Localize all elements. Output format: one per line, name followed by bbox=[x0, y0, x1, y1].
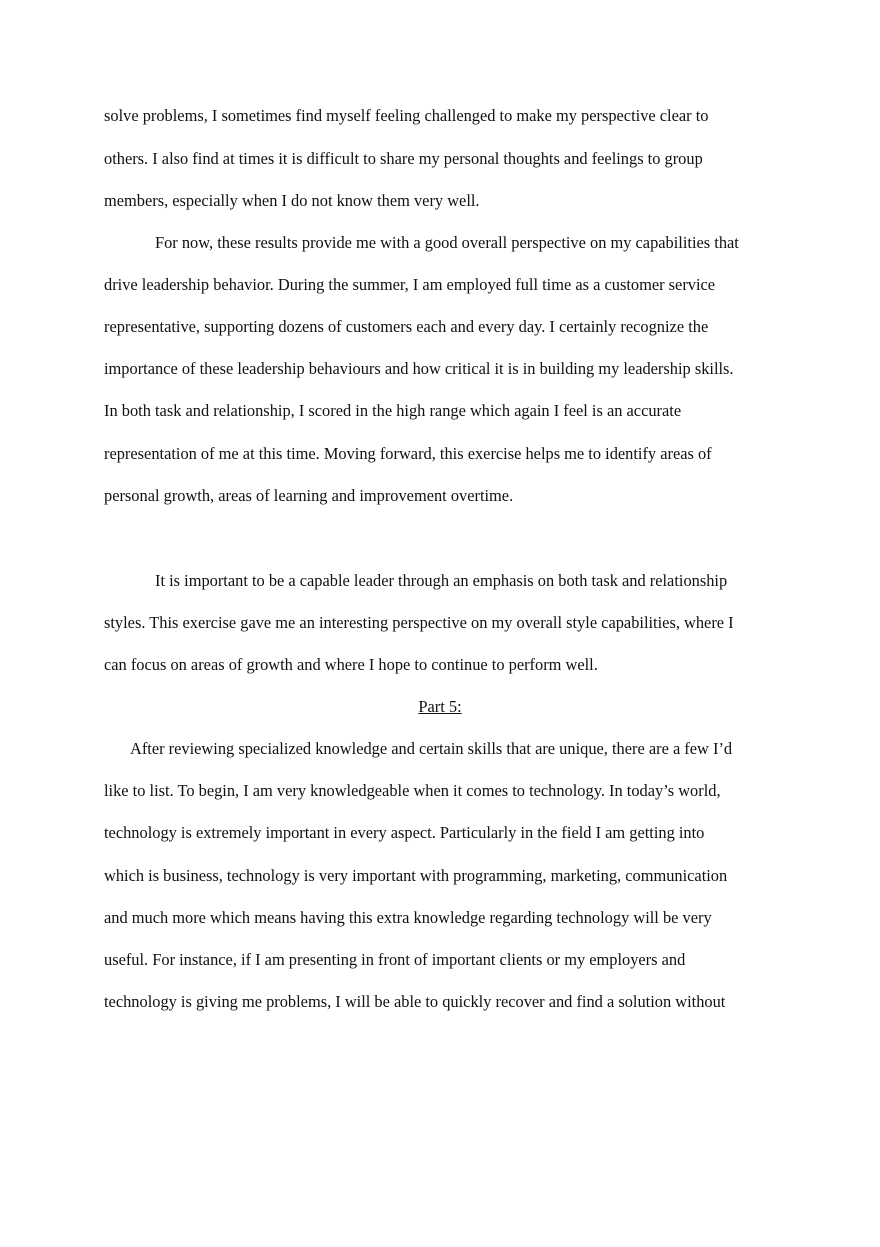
paragraph-3-line-1: It is important to be a capable leader through an emphasis on both task and relationship bbox=[155, 571, 728, 590]
paragraph-1-line-1: solve problems, I sometimes find myself feeling challenged to make my perspective clear to bbox=[104, 106, 709, 125]
section-heading: Part 5: bbox=[418, 697, 462, 716]
paragraph-2-line-4: importance of these leadership behaviours and how critical it is in building my leadership skills. bbox=[104, 359, 734, 378]
paragraph-2-line-5: In both task and relationship, I scored in the high range which again I feel is an accurate bbox=[104, 401, 682, 420]
paragraph-4-line-2: like to list. To begin, I am very knowledgeable when it comes to technology. In today’s world, bbox=[104, 781, 721, 800]
paragraph-2-line-3: representative, supporting dozens of customers each and every day. I certainly recognize the bbox=[104, 317, 709, 336]
paragraph-2-line-7: personal growth, areas of learning and improvement overtime. bbox=[104, 486, 514, 505]
paragraph-1-line-2: others. I also find at times it is difficult to share my personal thoughts and feelings to group bbox=[104, 149, 703, 168]
paragraph-2-line-6: representation of me at this time. Moving forward, this exercise helps me to identify areas of bbox=[104, 444, 712, 463]
paragraph-3-line-3: can focus on areas of growth and where I hope to continue to perform well. bbox=[104, 655, 598, 674]
paragraph-4-line-5: and much more which means having this extra knowledge regarding technology will be very bbox=[104, 908, 712, 927]
paragraph-2-line-2: drive leadership behavior. During the summer, I am employed full time as a customer service bbox=[104, 275, 716, 294]
paragraph-4-line-7: technology is giving me problems, I will be able to quickly recover and find a solution without bbox=[104, 992, 726, 1011]
paragraph-4-line-1: After reviewing specialized knowledge and certain skills that are unique, there are a few I’d bbox=[130, 739, 733, 758]
paragraph-4-line-3: technology is extremely important in every aspect. Particularly in the field I am getting into bbox=[104, 823, 705, 842]
paragraph-2-line-1: For now, these results provide me with a good overall perspective on my capabilities that bbox=[155, 233, 739, 252]
paragraph-1-line-3: members, especially when I do not know them very well. bbox=[104, 191, 480, 210]
paragraph-4-line-4: which is business, technology is very important with programming, marketing, communication bbox=[104, 866, 728, 885]
paragraph-3-line-2: styles. This exercise gave me an interesting perspective on my overall style capabilities, where I bbox=[104, 613, 734, 632]
paragraph-4-line-6: useful. For instance, if I am presenting in front of important clients or my employers and bbox=[104, 950, 686, 969]
